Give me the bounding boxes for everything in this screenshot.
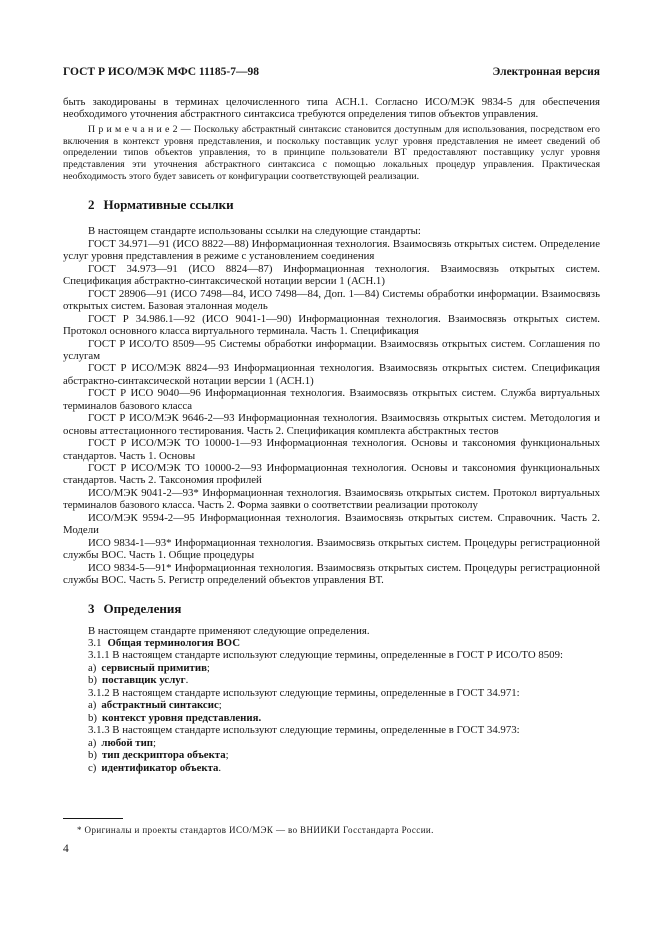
term-punct: ; <box>153 736 157 749</box>
edition-label: Электронная версия <box>492 66 600 78</box>
term-marker: b) <box>88 674 97 687</box>
page-number: 4 <box>63 843 69 855</box>
term-marker: a) <box>88 699 97 712</box>
section-2-lead: В настоящем стандарте использованы ссылки на следующие стандарты: <box>88 225 421 238</box>
term-punct: ; <box>206 661 210 674</box>
reference-item: ИСО 9834-1—93* Информационная технология. Взаимосвязь открытых систем. Процедуры регистрационной службы ВОС. Часть 1. Общие процедуры <box>63 536 600 562</box>
intro-paragraph: быть закодированы в терминах целочисленного типа АСН.1. Согласно ИСО/МЭК 9834-5 для обеспечения необходимого уточнения абстрактного синтаксиса требуются определения типов объектов управления. <box>63 96 600 121</box>
term-item <box>63 712 600 724</box>
term-marker: b) <box>88 749 97 762</box>
term-punct: . <box>185 674 189 687</box>
subsection-3-1-number: 3.1 <box>88 637 102 650</box>
reference-item: ГОСТ 34.973—91 (ИСО 8824—87) Информационная технология. Взаимосвязь открытых систем. Спецификация абстрактно-синтаксической нотации версии 1 (АСН.1) <box>63 262 600 288</box>
term-punct: . <box>218 761 222 774</box>
term-item <box>63 737 600 749</box>
term-punct: ; <box>225 749 229 762</box>
term-item <box>63 674 600 686</box>
section-3-number: 3 <box>88 600 95 616</box>
footnote-text: * Оригиналы и проекты стандартов ИСО/МЭК — во ВНИИКИ Госстандарта России. <box>77 825 434 835</box>
term-text: контекст уровня представления. <box>102 711 262 724</box>
reference-item: ГОСТ Р ИСО/МЭК ТО 10000-2—93 Информационная технология. Основы и таксономия функциональных стандартов. Часть 2. Таксономия профилей <box>63 462 600 487</box>
reference-item: ИСО/МЭК 9594-2—95 Информационная технология. Взаимосвязь открытых систем. Справочник. Часть 2. Модели <box>63 511 600 537</box>
reference-item: ГОСТ Р ИСО 9040—96 Информационная технология. Взаимосвязь открытых систем. Служба виртуальных терминалов базового класса <box>63 387 600 412</box>
reference-item: ГОСТ 28906—91 (ИСО 7498—84, ИСО 7498—84, Доп. 1—84) Системы обработки информации. Взаимосвязь открытых систем. Базовая эталонная модель <box>63 287 600 313</box>
reference-item: ГОСТ Р ИСО/МЭК 9646-2—93 Информационная технология. Взаимосвязь открытых систем. Методология и основы аттестационного тестирования. Часть 2. Спецификация комплекта абстрактных тестов <box>63 412 600 437</box>
term-text: любой тип <box>101 736 154 749</box>
term-text: тип дескриптора объекта <box>102 749 226 762</box>
subsection-3-1-title: Общая терминология ВОС <box>107 637 240 650</box>
term-marker: a) <box>88 736 97 749</box>
term-text: сервисный примитив <box>101 661 207 674</box>
term-item <box>63 699 600 711</box>
section-3-title: Определения <box>103 600 182 616</box>
reference-item: ГОСТ 34.971—91 (ИСО 8822—88) Информационная технология. Взаимосвязь открытых систем. Определение услуг уровня представления в режиме с установлением соединения <box>63 237 600 263</box>
term-item <box>63 762 600 774</box>
doc-code: ГОСТ Р ИСО/МЭК МФС 11185-7—98 <box>63 66 259 78</box>
footnote-block <box>63 818 600 836</box>
section-2-number: 2 <box>88 197 95 213</box>
section-2-heading <box>63 197 600 212</box>
reference-item: ГОСТ Р ИСО/МЭК ТО 10000-1—93 Информационная технология. Основы и таксономия функциональных стандартов. Часть 1. Основы <box>63 437 600 462</box>
footnote-divider <box>63 818 123 819</box>
page-header <box>63 66 600 79</box>
term-item <box>63 662 600 674</box>
reference-item: ИСО/МЭК 9041-2—93* Информационная технология. Взаимосвязь открытых систем. Протокол виртуальных терминалов базового класса. Часть 2. Форма заявки о соответствии реализации протоколу <box>63 486 600 512</box>
reference-item: ГОСТ Р ИСО/ТО 8509—95 Системы обработки информации. Взаимосвязь открытых систем. Соглашения по услугам <box>63 337 600 362</box>
section-2-title: Нормативные ссылки <box>103 197 234 213</box>
reference-item: ГОСТ Р ИСО/МЭК 8824—93 Информационная технология. Взаимосвязь открытых систем. Спецификация абстрактно-синтаксической нотации версии 1 (АСН.1) <box>63 362 600 387</box>
clause-3-1-3-intro: 3.1.3 В настоящем стандарте используют следующие термины, определенные в ГОСТ 34.973: <box>88 724 520 737</box>
section-3-lead: В настоящем стандарте применяют следующие определения. <box>88 624 370 637</box>
term-text: абстрактный синтаксис <box>101 699 219 712</box>
term-punct: ; <box>218 699 222 712</box>
term-marker: c) <box>88 761 97 774</box>
clause-3-1-2-intro: 3.1.2 В настоящем стандарте используют следующие термины, определенные в ГОСТ 34.971: <box>88 686 520 699</box>
reference-item: ИСО 9834-5—91* Информационная технология. Взаимосвязь открытых систем. Процедуры регистрационной службы ВОС. Часть 5. Регистр определений объектов управления ВТ. <box>63 561 600 587</box>
subsection-3-1 <box>63 637 600 649</box>
term-item <box>63 749 600 761</box>
term-text: поставщик услуг <box>102 674 186 687</box>
section-3-heading <box>63 601 600 616</box>
reference-item: ГОСТ Р 34.986.1—92 (ИСО 9041-1—90) Информационная технология. Взаимосвязь открытых систем. Протокол основного класса виртуального терминала. Часть 1. Спецификация <box>63 312 600 338</box>
note-paragraph: П р и м е ч а н и е 2 — Поскольку абстрактный синтаксис становится доступным для использования, посредством его включения в контекст уровня представления, и поскольку поставщик услуг уровня представления не имеет сведений об определении типов объектов управления, то в принципе пользователи ВТ предоставляют поставщику услуг уровня представления эти уточнения абстрактного синтаксиса с помощью локальных процедур управления. Практическая необходимость этого будет зависеть от конфигурации соответствующей реализации. <box>63 123 600 182</box>
clause-3-1-1-intro: 3.1.1 В настоящем стандарте используют следующие термины, определенные в ГОСТ Р ИСО/ТО 8509: <box>88 649 563 662</box>
page-content <box>63 66 600 774</box>
term-text: идентификатор объекта <box>101 761 219 774</box>
term-marker: b) <box>88 711 97 724</box>
term-marker: a) <box>88 661 97 674</box>
